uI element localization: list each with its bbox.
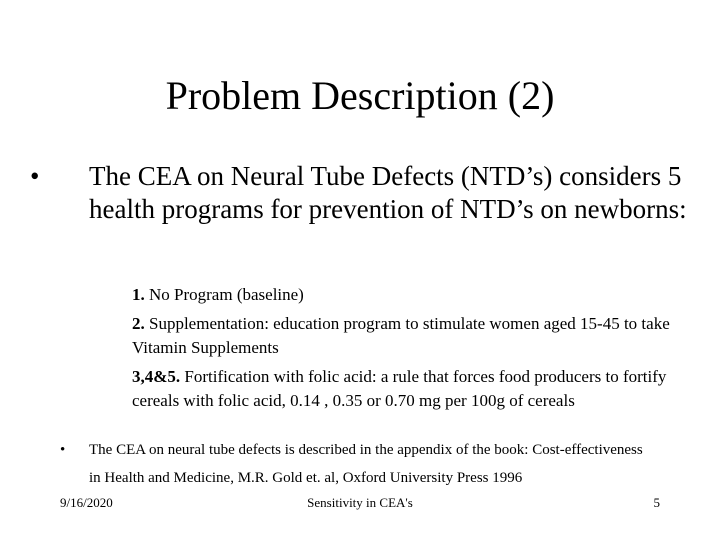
program-text: Supplementation: education program to stimulate women aged 15-45 to take Vitamin Supplements [132,314,670,357]
program-number: 1. [132,285,145,304]
program-item [132,312,672,360]
program-text: No Program (baseline) [144,285,304,304]
program-list [132,283,672,418]
program-text: Fortification with folic acid: a rule that forces food producers to fortify cereals with folic acid, 0.14 , 0.35 or 0.70 mg per 100g of cereals [132,367,667,410]
program-item [132,283,672,307]
main-bullet-text: The CEA on Neural Tube Defects (NTD’s) considers 5 health programs for prevention of NTD’s on newborns: [89,161,687,224]
footer-title: Sensitivity in CEA's [307,495,413,510]
slide-title: Problem Description (2) [165,73,555,118]
bullet-marker: • [30,161,40,191]
note-bullet-text: The CEA on neural tube defects is described in the appendix of the book: Cost-effectiveness in Health and Medicine, M.R. Gold et. al, Oxford University Press 1996 [89,442,643,486]
program-number: 3,4&5. [132,367,181,386]
footer-page-number: 5 [653,495,660,510]
bullet-marker: • [60,442,66,458]
footer-date: 9/16/2020 [60,495,113,510]
program-item [132,365,672,413]
program-number: 2. [132,314,145,333]
